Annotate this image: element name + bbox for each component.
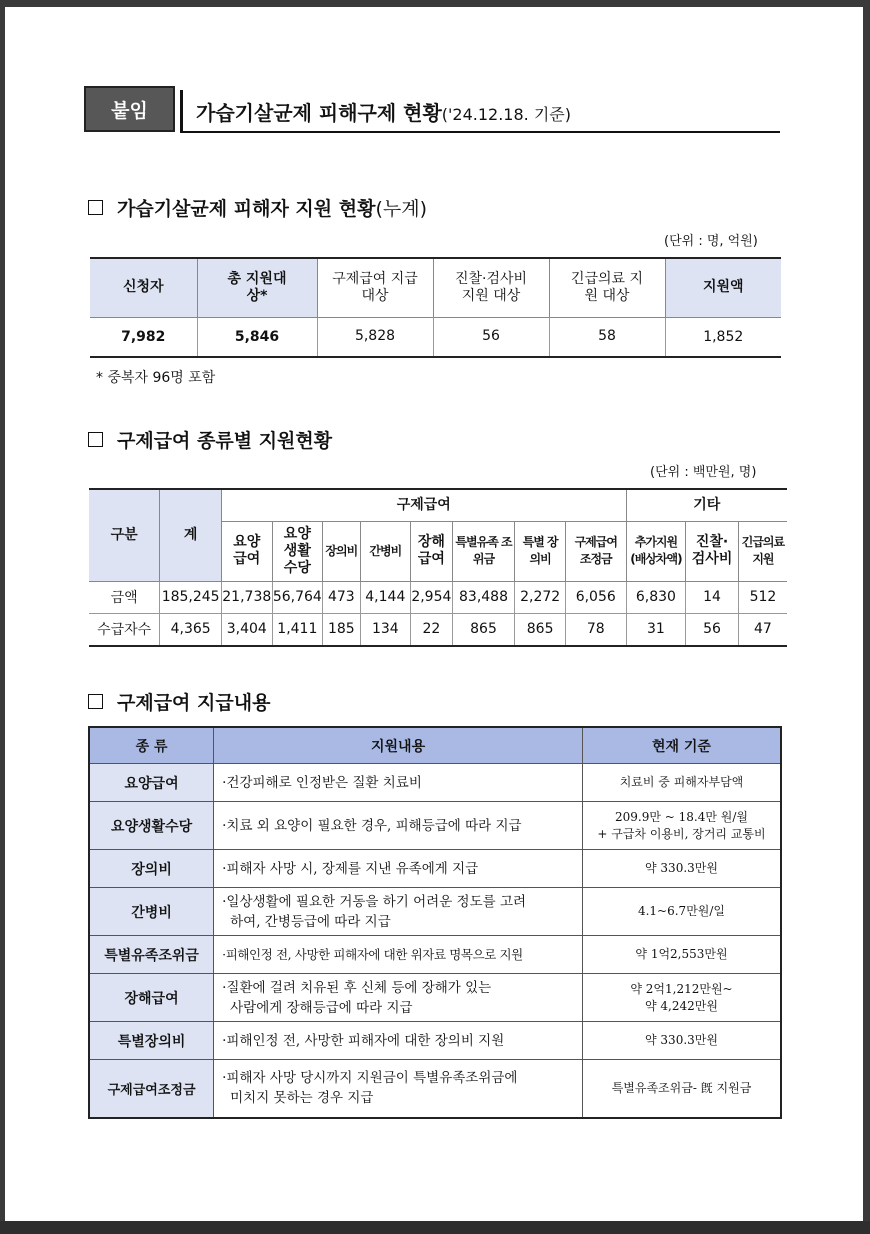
support-status-table	[90, 257, 781, 358]
header-emergency-target: 긴급의료 지원 대상	[549, 258, 665, 317]
checkbox-square-icon	[88, 432, 103, 447]
col-disability: 장해 급여	[411, 521, 453, 581]
type-cell: 특별유족조위금	[89, 936, 214, 974]
cell-amount: 2,954	[411, 581, 453, 613]
viewer-bottom-strip	[0, 1221, 870, 1234]
cell-recipients: 134	[360, 613, 411, 646]
cell-amount: 6,056	[565, 581, 626, 613]
section1-footnote: * 중복자 96명 포함	[96, 370, 216, 386]
content-cell: ·건강피해로 인정받은 질환 치료비	[214, 764, 583, 802]
section1-title: 가습기살균제 피해자 지원 현황	[117, 198, 376, 220]
content-cell: ·피해인정 전, 사망한 피해자에 대한 위자료 명목으로 지원	[214, 936, 583, 974]
value-emergency-target: 58	[549, 317, 665, 357]
col-exam-cost: 진찰· 검사비	[686, 521, 739, 581]
cell-amount: 185,245	[160, 581, 222, 613]
header-exam-target: 진찰·검사비 지원 대상	[433, 258, 549, 317]
standard-cell: 약 330.3만원	[583, 850, 782, 888]
header-applicants: 신청자	[90, 258, 197, 317]
cell-amount: 83,488	[452, 581, 515, 613]
standard-cell: 약 2억1,212만원~ 약 4,242만원	[583, 974, 782, 1022]
content-cell: ·피해자 사망 시, 장제를 지낸 유족에게 지급	[214, 850, 583, 888]
header-total-support: 총 지원대상*	[197, 258, 317, 317]
header-group-other: 기타	[626, 489, 787, 521]
cell-recipients: 4,365	[160, 613, 222, 646]
value-total-support: 5,846	[197, 317, 317, 357]
type-cell: 구제급여조정금	[89, 1060, 214, 1118]
cell-recipients: 3,404	[221, 613, 272, 646]
content-cell: ·일상생활에 필요한 거동을 하기 어려운 정도를 고려 하여, 간병등급에 따라 지급	[214, 888, 583, 936]
standard-cell: 약 330.3만원	[583, 1022, 782, 1060]
cell-recipients: 1,411	[272, 613, 323, 646]
cell-recipients: 865	[515, 613, 566, 646]
cell-recipients: 22	[411, 613, 453, 646]
page-title-date: ('24.12.18. 기준)	[441, 105, 571, 124]
cell-amount: 14	[686, 581, 739, 613]
relief-type-table	[89, 488, 787, 647]
section3-heading	[88, 688, 270, 715]
header-total: 계	[160, 489, 222, 581]
relief-payment-table	[88, 726, 782, 1119]
section1-unit: (단위 : 명, 억원)	[664, 234, 758, 249]
value-exam-target: 56	[433, 317, 549, 357]
type-cell: 특별장의비	[89, 1022, 214, 1060]
cell-recipients: 56	[686, 613, 739, 646]
standard-cell: 209.9만 ~ 18.4만 원/월 + 구급차 이용비, 장거리 교통비	[583, 802, 782, 850]
row-label-amount: 금액	[89, 581, 160, 613]
content-cell: ·피해자 사망 당시까지 지원금이 특별유족조위금에 미치지 못하는 경우 지급	[214, 1060, 583, 1118]
section1-heading	[88, 194, 427, 221]
cell-amount: 473	[323, 581, 360, 613]
header-type: 종 류	[89, 727, 214, 764]
content-cell: ·치료 외 요양이 필요한 경우, 피해등급에 따라 지급	[214, 802, 583, 850]
header-support-amount: 지원액	[665, 258, 781, 317]
row-label-recipients: 수급자수	[89, 613, 160, 646]
section1-title-suffix: (누계)	[375, 198, 427, 220]
header-underline	[180, 131, 780, 133]
cell-amount: 21,738	[221, 581, 272, 613]
standard-cell: 4.1~6.7만원/일	[583, 888, 782, 936]
attachment-tag: 붙임	[84, 86, 175, 132]
section2-heading	[88, 426, 332, 453]
content-cell: ·피해인정 전, 사망한 피해자에 대한 장의비 지원	[214, 1022, 583, 1060]
cell-amount: 512	[738, 581, 787, 613]
col-special-funeral: 특별 장의비	[515, 521, 566, 581]
cell-amount: 56,764	[272, 581, 323, 613]
cell-recipients: 47	[738, 613, 787, 646]
cell-recipients: 185	[323, 613, 360, 646]
col-care-allowance: 요양 생활 수당	[272, 521, 323, 581]
cell-amount: 6,830	[626, 581, 686, 613]
col-emergency-medical: 긴급의료 지원	[738, 521, 787, 581]
cell-recipients: 31	[626, 613, 686, 646]
value-applicants: 7,982	[90, 317, 197, 357]
type-cell: 간병비	[89, 888, 214, 936]
standard-cell: 특별유족조위금- 旣 지원금	[583, 1060, 782, 1118]
header-divider	[180, 90, 183, 132]
page-title	[196, 97, 571, 126]
col-medical-benefit: 요양 급여	[221, 521, 272, 581]
standard-cell: 치료비 중 피해자부담액	[583, 764, 782, 802]
checkbox-square-icon	[88, 200, 103, 215]
col-funeral: 장의비	[323, 521, 360, 581]
section2-unit: (단위 : 백만원, 명)	[650, 465, 757, 480]
checkbox-square-icon	[88, 694, 103, 709]
type-cell: 요양급여	[89, 764, 214, 802]
cell-amount: 2,272	[515, 581, 566, 613]
col-adjustment: 구제급여 조정금	[565, 521, 626, 581]
type-cell: 장의비	[89, 850, 214, 888]
header-group-relief: 구제급여	[221, 489, 626, 521]
col-nursing: 간병비	[360, 521, 411, 581]
header-content: 지원내용	[214, 727, 583, 764]
header-relief-target: 구제급여 지급 대상	[317, 258, 433, 317]
page-title-text: 가습기살균제 피해구제 현황	[196, 101, 442, 125]
header-standard: 현재 기준	[583, 727, 782, 764]
col-additional-support: 추가지원 (배상차액)	[626, 521, 686, 581]
col-special-condolence: 특별유족 조위금	[452, 521, 515, 581]
header-category: 구분	[89, 489, 160, 581]
content-cell: ·질환에 걸려 치유된 후 신체 등에 장해가 있는 사람에게 장해등급에 따라 지급	[214, 974, 583, 1022]
section2-title: 구제급여 종류별 지원현황	[117, 430, 333, 452]
cell-amount: 4,144	[360, 581, 411, 613]
cell-recipients: 865	[452, 613, 515, 646]
type-cell: 요양생활수당	[89, 802, 214, 850]
cell-recipients: 78	[565, 613, 626, 646]
type-cell: 장해급여	[89, 974, 214, 1022]
value-support-amount: 1,852	[665, 317, 781, 357]
standard-cell: 약 1억2,553만원	[583, 936, 782, 974]
value-relief-target: 5,828	[317, 317, 433, 357]
section3-title: 구제급여 지급내용	[117, 692, 271, 714]
